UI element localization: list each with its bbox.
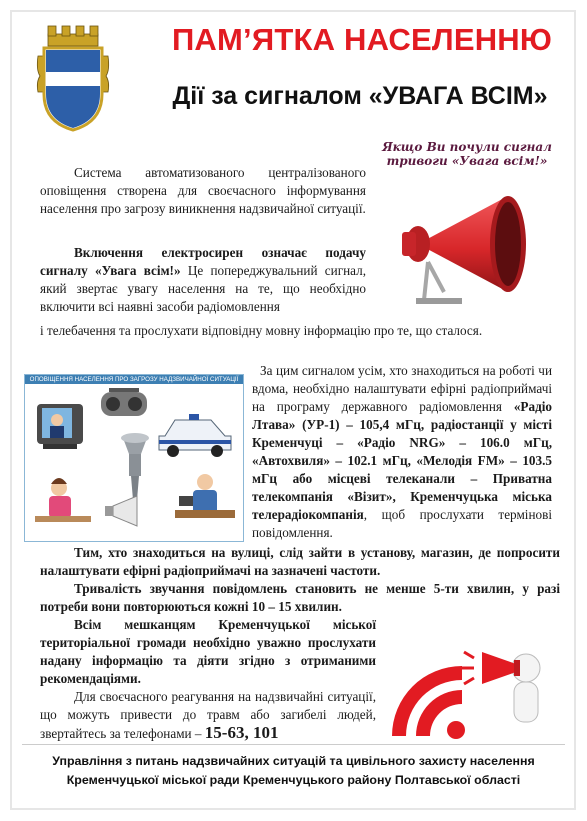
siren-tower-icon [121,433,149,500]
paragraph-radio-stations: «Радіо Лтава» (УР-1) – 105,4 мГц, радіостанції у місті Кременчуці – «Радіо NRG» – 106.0 мГц, «Автохвиля» – 102.1 мГц, «Мелодія FM» – 103.5 мГц або місцеві телеканали – Приватна телекомпанія «Візит», Кременчуцька міська телерадіокомпанія [252,399,552,522]
dispatcher-icon [175,474,235,518]
paragraph-siren-bold: Включення електросирен означає подачу сигналу «Увага всім!» [40,245,366,278]
tv-icon [37,404,83,449]
footer [26,752,561,790]
paragraph-phones [40,688,376,743]
paragraph-street: Тим, хто знаходиться на вулиці, слід зайти в установу, магазин, де попросити налаштувати ефірні радіоприймачі на зазначені частоти. [40,545,560,578]
paragraph-phones-text: Для своєчасного реагування на надзвичайні ситуації, що можуть привести до травм або загибелі людей, звертайтесь за телефонами – [40,689,376,741]
siren-megaphone-icon [398,184,558,314]
announcer-megaphone-icon [386,618,562,742]
footer-line-1: Управління з питань надзвичайних ситуацій та цивільного захисту населення [52,754,535,768]
radio-icon [101,388,147,416]
siren-callout: Якщо Ви почули сигнал тривоги «Увага всім!» [382,140,552,168]
page-title: ПАМ’ЯТКА НАСЕЛЕННЮ [171,22,553,57]
police-car-icon [159,414,231,457]
infographic-heading: ОПОВІЩЕННЯ НАСЕЛЕННЯ ПРО ЗАГРОЗУ НАДЗВИЧАЙНОЇ СИТУАЦІЇ [25,375,243,384]
paragraph-siren [40,244,366,316]
paragraph-radio-lead: За цим сигналом усім, хто знаходиться на роботі чи вдома, необхідно налаштувати ефірні радіоприймачі на програму державного радіомовлення [252,363,552,414]
loudspeaker-icon [105,496,137,526]
page-subtitle: Дії за сигналом «УВАГА ВСІМ» [172,82,548,110]
paragraph-radio-tail: , щоб прослухати термінові повідомлення. [252,507,552,540]
paragraph-intro: Система автоматизованого централізованого оповіщення створена для своєчасного інформування населення про загрозу виникнення надзвичайної ситуації. [40,165,366,216]
footer-line-2: Кременчуцької міської ради Кременчуцького району Полтавської області [66,773,521,787]
paragraph-residents: Всім мешканцям Кременчуцької міської територіальної громади необхідно уважно прослухати надану інформацію та діяти згідно з отриманими рекомендаціями. [40,617,376,686]
infographic-illustration [25,384,243,541]
operator-icon [35,478,91,522]
paragraph-siren-tail: і телебачення та прослухати відповідну мовну інформацію про те, що сталося. [40,323,483,338]
paragraph-siren-rest: Це попереджувальний сигнал, який звертає увагу населення на те, що необхідно включити всі наявні засоби радіомовлення [40,263,367,314]
paragraph-duration: Тривалість звучання повідомлень становить не менше 5-ти хвилин, у разі потреби вони повторюються кожні 10 – 15 хвилин. [40,581,560,614]
paragraph-radio [252,362,552,542]
emergency-phones: 15-63, 101 [204,723,279,742]
footer-divider [22,744,565,745]
warning-infographic [24,374,244,542]
kremenchuk-coat-of-arms-icon [34,22,112,134]
